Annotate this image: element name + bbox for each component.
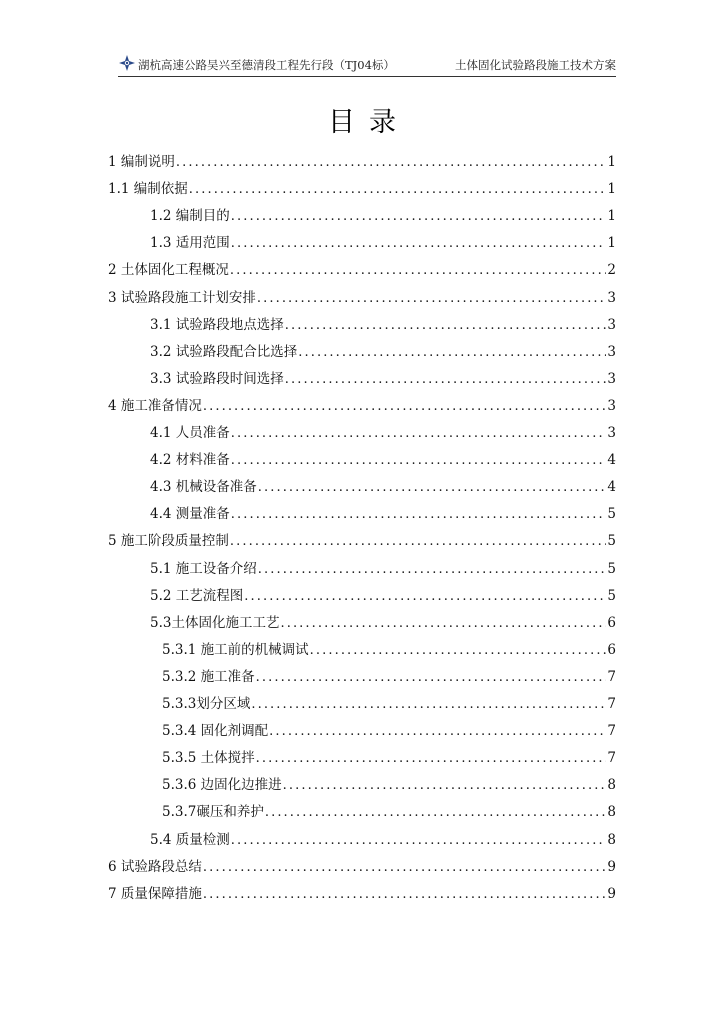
toc-entry-page-number: 7 bbox=[607, 668, 616, 685]
toc-entry-page-number: 9 bbox=[607, 858, 616, 875]
toc-entry[interactable] bbox=[150, 342, 616, 362]
toc-entry-label: 7 质量保障措施 bbox=[108, 885, 202, 902]
toc-entry[interactable] bbox=[150, 369, 616, 389]
toc-leader-dots bbox=[258, 560, 606, 580]
toc-leader-dots bbox=[269, 722, 606, 742]
toc-entry-label: 5.3.6 边固化边推进 bbox=[162, 777, 282, 794]
toc-leader-dots bbox=[310, 641, 606, 661]
toc-entry-label: 1.3 适用范围 bbox=[150, 235, 230, 252]
toc-leader-dots bbox=[230, 532, 606, 552]
toc-entry[interactable] bbox=[108, 179, 616, 199]
toc-leader-dots bbox=[231, 424, 606, 444]
toc-leader-dots bbox=[244, 587, 606, 607]
toc-entry[interactable] bbox=[162, 721, 616, 741]
toc-entry-page-number: 4 bbox=[607, 452, 616, 469]
toc-entry-label: 3 试验路段施工计划安排 bbox=[108, 289, 256, 306]
toc-entry[interactable] bbox=[162, 802, 616, 822]
toc-entry-page-number: 8 bbox=[607, 804, 616, 821]
toc-entry[interactable] bbox=[150, 315, 616, 335]
toc-entry-page-number: 1 bbox=[607, 181, 616, 198]
toc-leader-dots bbox=[258, 478, 606, 498]
toc-leader-dots bbox=[280, 614, 606, 634]
toc-leader-dots bbox=[231, 207, 606, 227]
toc-entry-label: 5.2 工艺流程图 bbox=[150, 587, 244, 604]
toc-entry[interactable] bbox=[150, 233, 616, 253]
toc-entry-page-number: 6 bbox=[607, 614, 616, 631]
toc-entry-page-number: 7 bbox=[607, 696, 616, 712]
toc-entry[interactable] bbox=[150, 206, 616, 226]
toc-leader-dots bbox=[285, 370, 606, 390]
toc-leader-dots bbox=[298, 343, 606, 363]
toc-entry-label: 5.3土体固化施工工艺 bbox=[150, 614, 280, 631]
toc-entry[interactable] bbox=[150, 830, 616, 850]
toc-leader-dots bbox=[256, 668, 606, 688]
toc-leader-dots bbox=[203, 858, 606, 878]
toc-entry-label: 5.3.1 施工前的机械调试 bbox=[162, 641, 309, 658]
toc-entry[interactable] bbox=[162, 667, 616, 687]
toc-entry-page-number: 8 bbox=[607, 831, 616, 848]
toc-entry[interactable] bbox=[150, 423, 616, 443]
toc-entry[interactable] bbox=[162, 775, 616, 795]
toc-leader-dots bbox=[285, 316, 606, 336]
toc-entry-page-number: 3 bbox=[607, 289, 616, 306]
toc-entry-page-number: 3 bbox=[607, 397, 616, 414]
toc-leader-dots bbox=[176, 153, 606, 173]
toc-entry-page-number: 5 bbox=[607, 533, 616, 550]
toc-entry[interactable] bbox=[108, 152, 616, 172]
toc-entry-page-number: 7 bbox=[607, 723, 616, 740]
toc-entry-page-number: 6 bbox=[607, 641, 616, 658]
toc-entry-label: 5.1 施工设备介绍 bbox=[150, 560, 257, 577]
toc-entry-label: 5.3.5 土体搅拌 bbox=[162, 750, 255, 767]
header-document-title: 土体固化试验路段施工技术方案 bbox=[455, 58, 616, 72]
toc-entry-page-number: 8 bbox=[607, 777, 616, 794]
toc-entry[interactable] bbox=[108, 396, 616, 416]
toc-leader-dots bbox=[231, 234, 606, 254]
toc-entry-label: 1.2 编制目的 bbox=[150, 208, 230, 225]
toc-entry[interactable] bbox=[150, 450, 616, 470]
toc-entry-label: 4 施工准备情况 bbox=[108, 397, 202, 414]
toc-entry-page-number: 3 bbox=[607, 316, 616, 333]
toc-leader-dots bbox=[189, 180, 606, 200]
toc-leader-dots bbox=[203, 885, 606, 905]
toc-entry-page-number: 3 bbox=[607, 343, 616, 360]
toc-entry-label: 4.4 测量准备 bbox=[150, 506, 230, 523]
toc-leader-dots bbox=[251, 695, 606, 715]
toc-entry[interactable] bbox=[162, 694, 616, 714]
toc-entry[interactable] bbox=[150, 477, 616, 497]
toc-leader-dots bbox=[256, 749, 606, 769]
toc-entry[interactable] bbox=[150, 586, 616, 606]
toc-entry-label: 3.3 试验路段时间选择 bbox=[150, 370, 284, 387]
toc-leader-dots bbox=[231, 831, 606, 851]
toc-entry[interactable] bbox=[162, 748, 616, 768]
toc-leader-dots bbox=[203, 397, 606, 417]
toc-entry-label: 3.2 试验路段配合比选择 bbox=[150, 343, 298, 360]
toc-entry-page-number: 2 bbox=[607, 262, 616, 279]
page-title: 目录 bbox=[328, 107, 410, 138]
toc-entry-page-number: 7 bbox=[607, 750, 616, 767]
toc-entry-label: 4.2 材料准备 bbox=[150, 452, 230, 469]
toc-entry-label: 5.3.4 固化剂调配 bbox=[162, 723, 269, 740]
toc-leader-dots bbox=[265, 803, 606, 823]
toc-entry[interactable] bbox=[150, 613, 616, 633]
toc-entry-page-number: 5 bbox=[607, 587, 616, 604]
toc-leader-dots bbox=[230, 261, 606, 281]
toc-entry-label: 2 土体固化工程概况 bbox=[108, 262, 229, 279]
toc-entry-label: 5 施工阶段质量控制 bbox=[108, 533, 229, 550]
toc-entry-label: 5.3.3划分区域 bbox=[162, 696, 251, 712]
toc-entry-label: 6 试验路段总结 bbox=[108, 858, 202, 875]
toc-entry-page-number: 1 bbox=[607, 235, 616, 252]
toc-entry[interactable] bbox=[150, 504, 616, 524]
toc-entry[interactable] bbox=[108, 884, 616, 904]
toc-leader-dots bbox=[257, 289, 606, 309]
toc-entry-label: 5.3.7碾压和养护 bbox=[162, 804, 264, 821]
toc-leader-dots bbox=[231, 451, 606, 471]
toc-entry-label: 5.3.2 施工准备 bbox=[162, 668, 255, 685]
toc-entry[interactable] bbox=[108, 857, 616, 877]
toc-entry-page-number: 5 bbox=[607, 506, 616, 523]
toc-entry-page-number: 4 bbox=[607, 479, 616, 496]
toc-leader-dots bbox=[231, 505, 606, 525]
toc-entry-page-number: 3 bbox=[607, 425, 616, 441]
toc-entry-page-number: 3 bbox=[607, 370, 616, 387]
toc-entry-label: 1.1 编制依据 bbox=[108, 181, 188, 198]
toc-entry-page-number: 1 bbox=[607, 154, 616, 170]
toc-entry-label: 4.3 机械设备准备 bbox=[150, 479, 257, 496]
toc-entry-page-number: 5 bbox=[607, 560, 616, 577]
toc-entry-label: 5.4 质量检测 bbox=[150, 831, 230, 848]
toc-entry[interactable] bbox=[108, 531, 616, 551]
toc-entry[interactable] bbox=[108, 288, 616, 308]
toc-entry-label: 3.1 试验路段地点选择 bbox=[150, 316, 284, 333]
toc-entry[interactable] bbox=[162, 640, 616, 660]
toc-entry-page-number: 9 bbox=[607, 885, 616, 902]
header-project-name: 湖杭高速公路吴兴至德清段工程先行段（TJ04标） bbox=[138, 58, 395, 72]
toc-entry[interactable] bbox=[150, 559, 616, 579]
toc-entry-label: 4.1 人员准备 bbox=[150, 425, 230, 441]
toc-entry-label: 1 编制说明 bbox=[108, 154, 175, 170]
toc-leader-dots bbox=[283, 776, 606, 796]
toc-entry[interactable] bbox=[108, 260, 616, 280]
toc-entry-page-number: 1 bbox=[607, 208, 616, 225]
